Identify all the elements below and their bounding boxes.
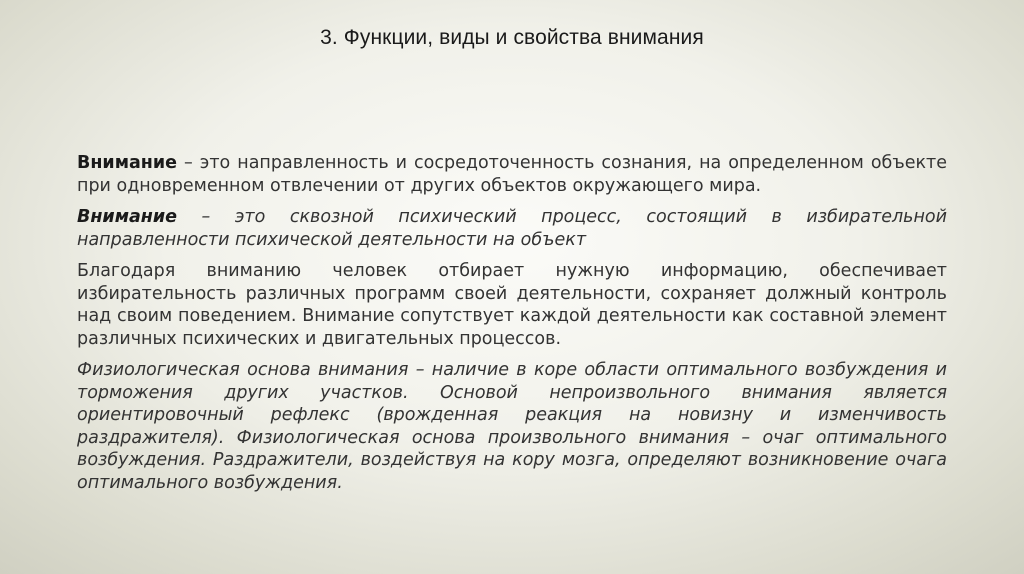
body-paragraph-physiology: Физиологическая основа внимания – наличие в коре области оптимального возбуждения и торможения других участков. Основой непроизвольного внимания является ориентировочный рефлекс (врожденная реакция на новизну и изменчивость раздражителя). Физиологическая основа произвольного внимания – очаг оптимального возбуждения. Раздражители, воздействуя на кору мозга, определяют возникновение очага оптимального возбуждения. [77,360,947,493]
definition-text-1: – это направленность и сосредоточенность сознания, на определенном объекте при одновременном отвлечении от других объектов окружающего мира. [77,153,947,196]
term-attention: Внимание [77,207,178,227]
term-attention: Внимание [77,153,178,173]
slide-content [77,152,947,503]
definition-paragraph-2 [77,206,947,251]
body-paragraph-function: Благодаря вниманию человек отбирает нужную информацию, обеспечивает избирательность различных программ своей деятельности, сохраняет должный контроль над своим поведением. Внимание сопутствует каждой деятельности как составной элемент различных психических и двигательных процессов. [77,261,947,349]
slide-title: 3. Функции, виды и свойства внимания [320,26,704,49]
definition-paragraph-1 [77,152,947,197]
definition-text-2: – это сквозной психический процесс, состоящий в избирательной направленности психической деятельности на объект [77,207,947,250]
